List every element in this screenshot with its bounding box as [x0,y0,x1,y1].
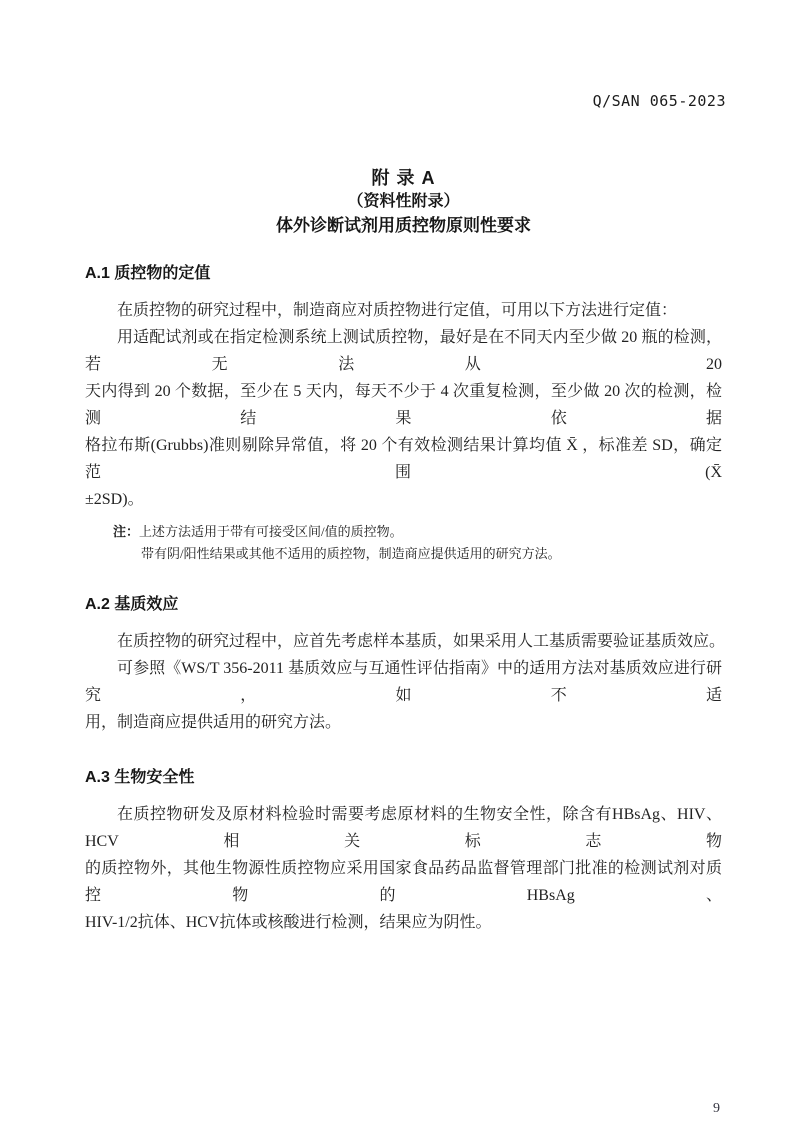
appendix-subject: 体外诊断试剂用质控物原则性要求 [276,216,531,235]
body-line: 格拉布斯(Grubbs)准则剔除异常值，将 20 个有效检测结果计算均值 X̄ ，标准差 SD，确定范围(X̄ [85,437,722,481]
page-number: 9 [713,1101,720,1116]
note-line [113,521,722,543]
section-a3-paragraphs [85,801,722,936]
section-heading-a1: A.1 质控物的定值 [85,265,211,282]
document-number: Q/SAN 065-2023 [592,92,726,110]
appendix-type: （资料性附录） [347,193,460,210]
section-a2-paragraphs [85,628,726,736]
body-line: 在质控物研发及原材料检验时需要考虑原材料的生物安全性，除含有HBsAg、HIV、HCV相关标志物 [85,806,722,850]
appendix-title: 附 录 A [371,168,436,188]
note-line: 带有阴/阳性结果或其他不适用的质控物，制造商应提供适用的研究方法。 [141,546,561,561]
body-line: 的质控物外，其他生物源性质控物应采用国家食品药品监督管理部门批准的检测试剂对质控物的HBsAg、 [85,860,722,904]
body-line: 用适配试剂或在指定检测系统上测试质控物，最好是在不同天内至少做 20 瓶的检测，若无法从 20 [85,329,722,373]
section-heading-a3: A.3 生物安全性 [85,769,195,786]
body-line: 可参照《WS/T 356-2011 基质效应与互通性评估指南》中的适用方法对基质效应进行研究，如不适 [85,660,722,704]
body-line: HIV-1/2抗体、HCV抗体或核酸进行检测，结果应为阴性。 [85,914,492,931]
note-text: 上述方法适用于带有可接受区间/值的质控物。 [139,524,403,539]
note-label: 注： [113,524,140,539]
title-block [85,0,722,238]
body-line: 天内得到 20 个数据，至少在 5 天内，每天不少于 4 次重复检测，至少做 20 次的检测，检测结果依据 [85,383,722,427]
body-line: ±2SD)。 [85,491,144,508]
body-line: 在质控物的研究过程中，应首先考虑样本基质，如果采用人工基质需要验证基质效应。 [117,633,726,650]
note-block [85,521,722,565]
page-content [85,0,726,936]
body-line: 在质控物的研究过程中，制造商应对质控物进行定值，可用以下方法进行定值： [117,302,678,319]
body-line: 用，制造商应提供适用的研究方法。 [85,714,342,731]
section-a1-paragraphs [85,297,722,513]
section-heading-a2: A.2 基质效应 [85,596,179,613]
